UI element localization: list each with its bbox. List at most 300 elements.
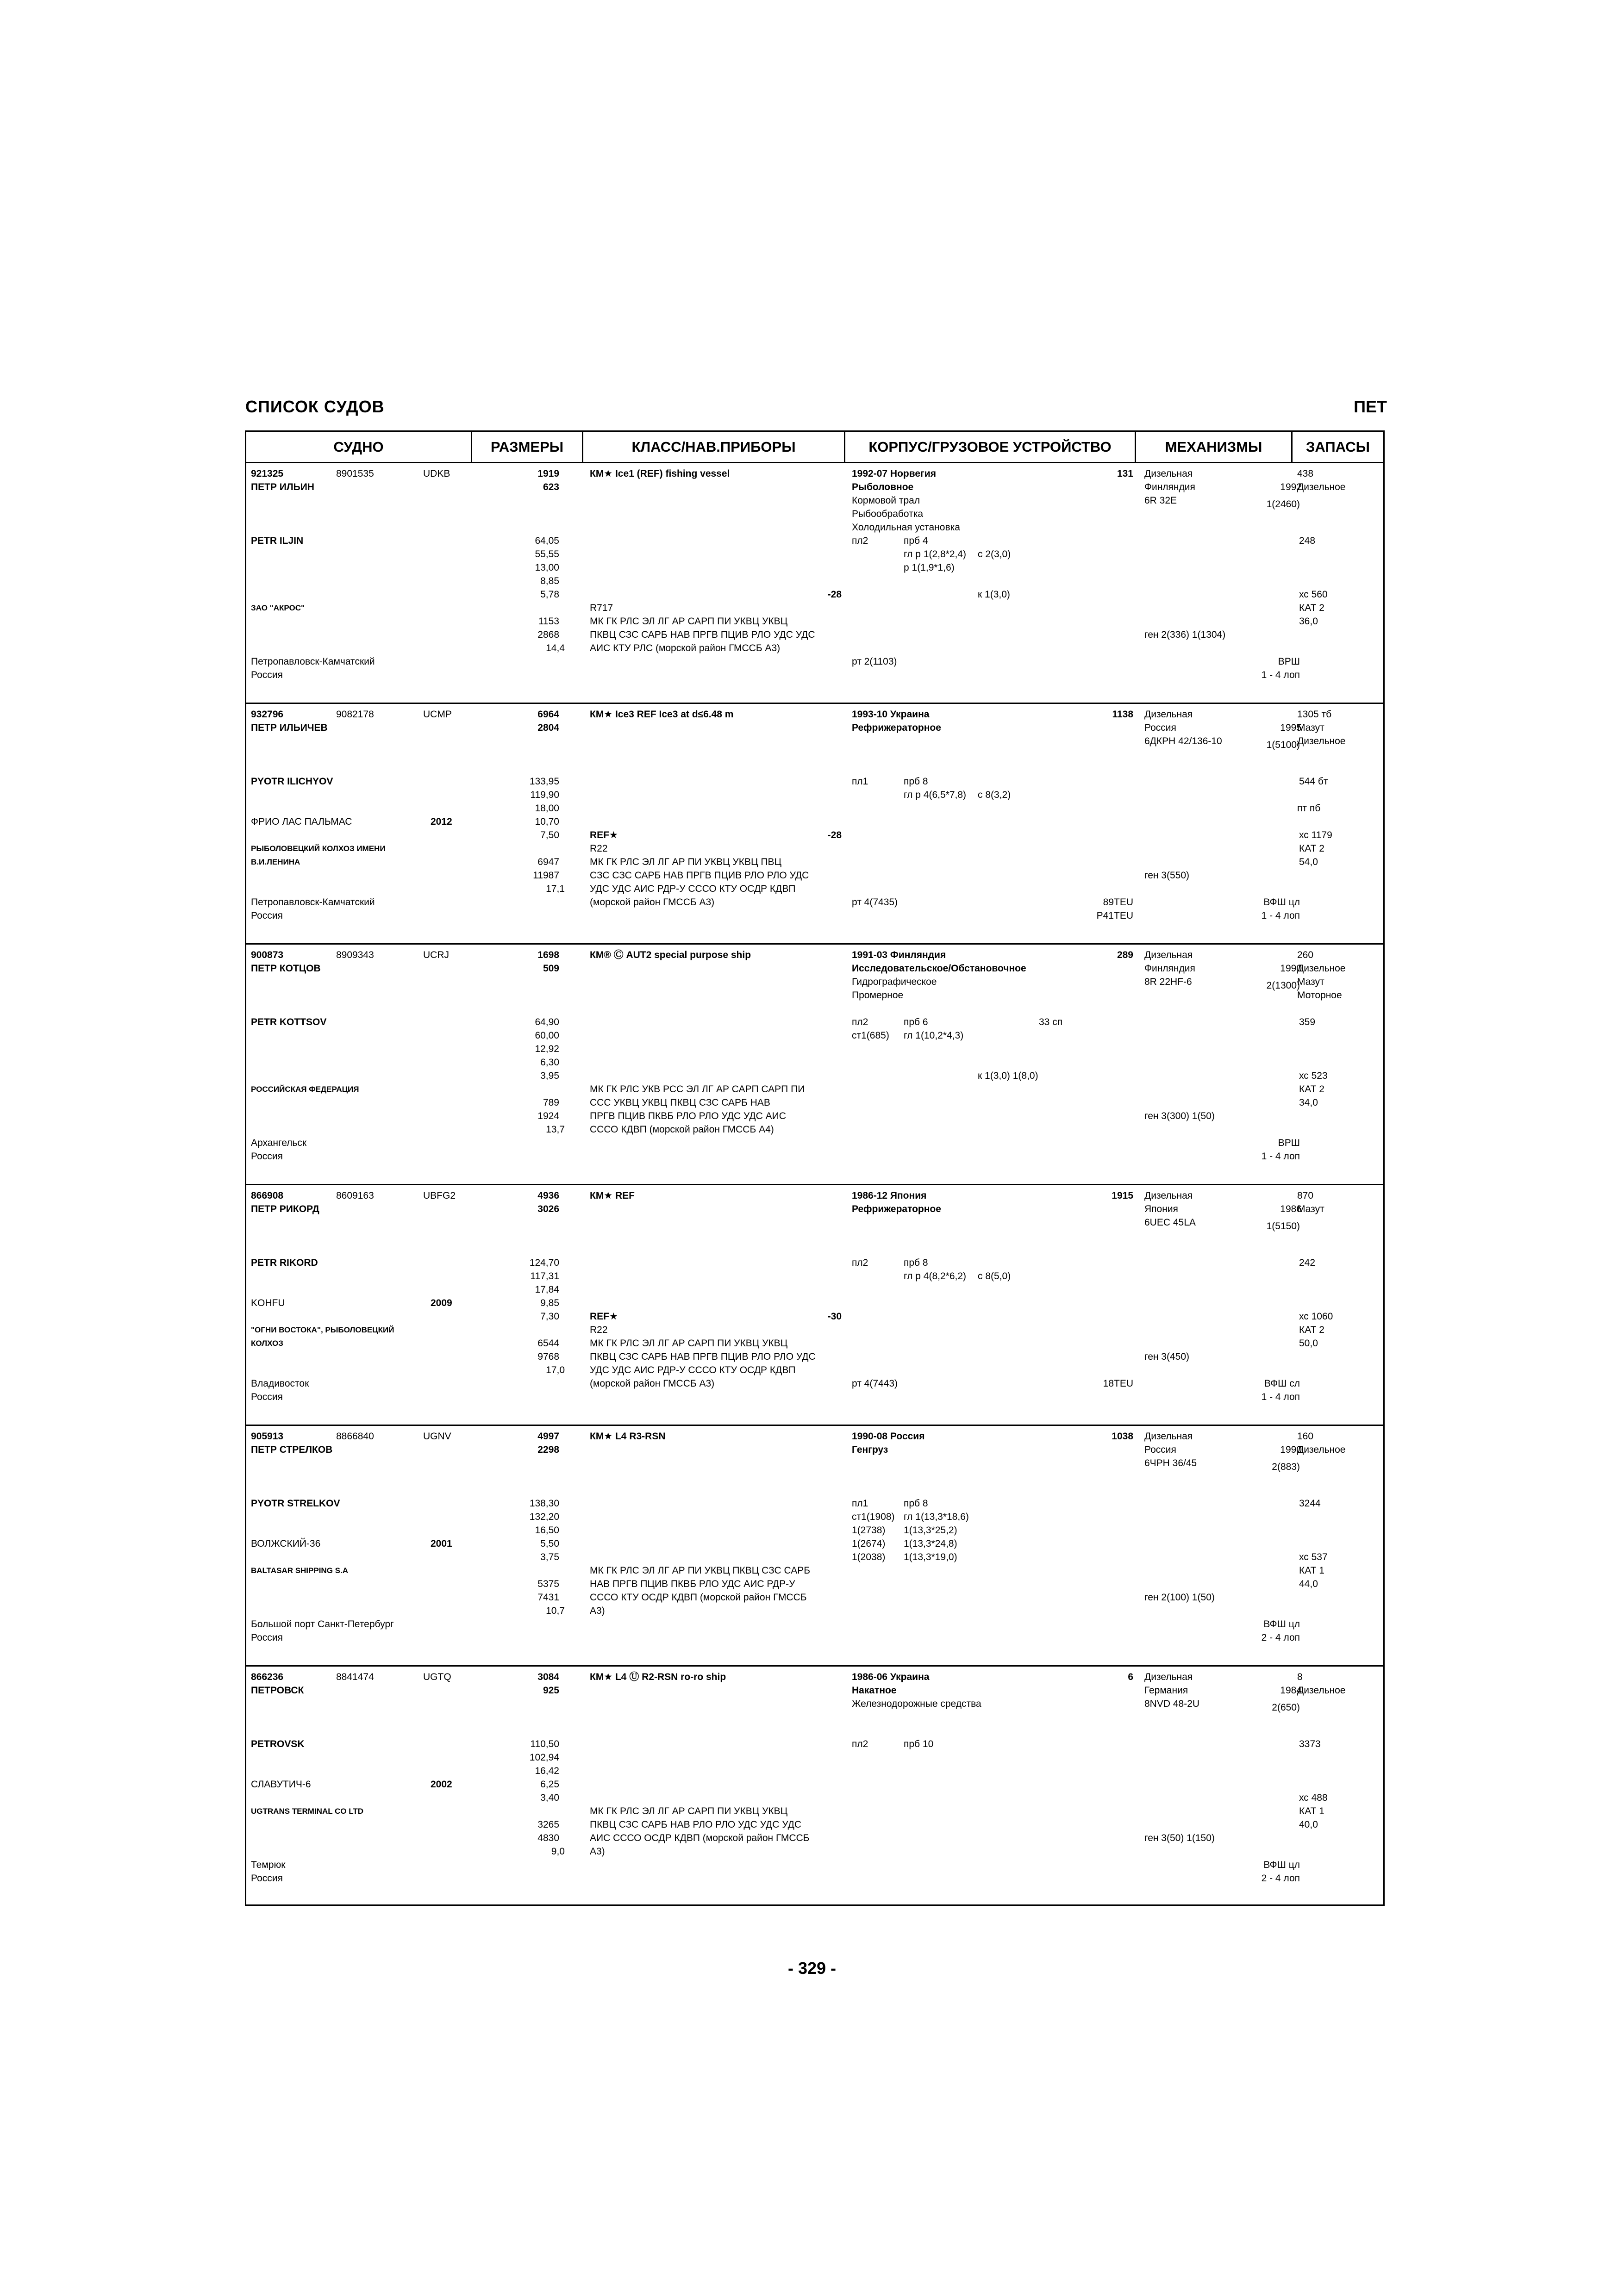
refrigeration: рт 4(7443) (852, 1378, 898, 1389)
engine-line: Дизельная (1144, 709, 1193, 720)
hull-detail: гл р 1(2,8*2,4) (904, 549, 967, 560)
ship-id: 900873 (251, 950, 284, 960)
dimension-value: 1153 (538, 616, 559, 627)
hull-type: Рефрижераторное (852, 722, 941, 733)
ship-owner: BALTASAR SHIPPING S.A (251, 1566, 348, 1575)
dimension-value: 132,20 (529, 1512, 559, 1522)
dimension-value: 6,25 (540, 1779, 559, 1790)
dimension-value: 13,7 (546, 1124, 565, 1135)
stores-line: хс 523 (1299, 1070, 1328, 1081)
fuel-line: 438 (1297, 468, 1314, 479)
engine-year: 1990 (1280, 1444, 1302, 1455)
propeller-blades: 2 - 4 лоп (1261, 1632, 1300, 1643)
class-notation: КМ★ L4 Ⓤ R2-RSN ro-ro ship (590, 1672, 726, 1682)
ship-name-latin: PETR RIKORD (251, 1257, 318, 1268)
dimension-value: 12,92 (535, 1044, 559, 1054)
nav-equipment-line: А3) (590, 1605, 605, 1616)
dimension-value: 1698 (537, 950, 559, 960)
fuel-line: 260 (1297, 950, 1314, 960)
engine-power: 1(5100) (1266, 740, 1300, 750)
home-port: Владивосток (251, 1378, 309, 1389)
dimension-value: 4936 (537, 1190, 559, 1201)
hull-detail: с 2(3,0) (978, 549, 1011, 560)
dimension-value: 509 (543, 963, 559, 974)
flag-country: Россия (251, 1873, 283, 1884)
dimension-value: 4997 (537, 1431, 559, 1442)
hull-detail: 33 сп (1039, 1017, 1063, 1027)
ship-callsign: UBFG2 (423, 1190, 456, 1201)
col-header-machinery: МЕХАНИЗМЫ (1136, 432, 1293, 463)
ship-name: ПЕТР КОТЦОВ (251, 963, 321, 974)
hull-yard-number: 1915 (1112, 1190, 1133, 1201)
nav-equipment-line: МК ГК РЛС ЭЛ ЛГ АР ПИ УКВЦ ПКВЦ СЗС САРБ (590, 1565, 811, 1576)
hull-build: 1992-07 Норвегия (852, 468, 936, 479)
nav-equipment-line: ПКВЦ СЗС САРБ НАВ РЛО РЛО УДС УДС УДС (590, 1819, 802, 1830)
engine-line: Дизельная (1144, 468, 1193, 479)
ship-entry (246, 1426, 1383, 1667)
class-notation: КМ★ Ice1 (REF) fishing vessel (590, 468, 730, 479)
dimension-value: 119,90 (530, 790, 559, 800)
col-header-dimensions: РАЗМЕРЫ (472, 432, 583, 463)
fuel-line: Мазут (1297, 977, 1324, 987)
ship-name: ПЕТР ИЛЬИЧЕВ (251, 722, 328, 733)
ship-imo: 9082178 (336, 709, 374, 720)
class-notation: КМ★ Ice3 REF Ice3 at d≤6.48 m (590, 709, 734, 720)
ship-name: ПЕТР ИЛЬИН (251, 482, 314, 492)
engine-year: 1984 (1280, 1685, 1302, 1696)
hull-detail: гл р 4(8,2*6,2) (904, 1271, 967, 1282)
ship-callsign: UGNV (423, 1431, 451, 1442)
home-port: Петропавловск-Камчатский (251, 897, 375, 908)
hull-detail: с 8(5,0) (978, 1271, 1011, 1282)
dimension-value: 55,55 (535, 549, 559, 560)
page-number: - 329 - (787, 1959, 837, 1978)
dimension-value: 925 (543, 1685, 559, 1696)
dimension-value: 3026 (537, 1204, 559, 1214)
former-name: KOHFU (251, 1298, 285, 1308)
ship-owner: UGTRANS TERMINAL CO LTD (251, 1807, 364, 1816)
hull-build: 1990-08 Россия (852, 1431, 925, 1442)
stores-line: хс 1060 (1299, 1311, 1333, 1322)
propeller-blades: 2 - 4 лоп (1261, 1873, 1300, 1884)
ship-entry (246, 704, 1383, 945)
fuel-line: Мазут (1297, 722, 1324, 733)
list-title: СПИСОК СУДОВ (245, 397, 385, 416)
hull-detail: ст1(685) (852, 1030, 889, 1041)
container-capacity: 18TEU (1103, 1378, 1133, 1389)
nav-equipment-line: МК ГК РЛС ЭЛ ЛГ АР САРП ПИ УКВЦ УКВЦ (590, 1338, 788, 1349)
container-capacity-alt: P41TEU (1096, 910, 1133, 921)
generators: ген 3(550) (1144, 870, 1190, 881)
fuel-line: Дизельное (1297, 1685, 1346, 1696)
dimension-value: 17,0 (546, 1365, 565, 1375)
hull-build: 1991-03 Финляндия (852, 950, 946, 960)
dimension-value: 3,75 (540, 1552, 559, 1562)
engine-line: 6ЧРН 36/45 (1144, 1458, 1197, 1468)
former-year: 2002 (431, 1779, 452, 1790)
hull-detail: пл2 (852, 1739, 868, 1749)
stores-line: 50,0 (1299, 1338, 1318, 1349)
engine-power: 2(1300) (1266, 980, 1300, 991)
hull-line: Промерное (852, 990, 904, 1001)
stores-line: КАТ 1 (1299, 1565, 1324, 1576)
flag-country: Россия (251, 910, 283, 921)
dimension-value: 5,50 (540, 1538, 559, 1549)
hull-detail: пл2 (852, 535, 868, 546)
former-name: ФРИО ЛАС ПАЛЬМАС (251, 816, 352, 827)
stores-line: 40,0 (1299, 1819, 1318, 1830)
engine-line: 6R 32E (1144, 495, 1177, 506)
engine-year: 1995 (1280, 722, 1302, 733)
fuel-reserve: 248 (1299, 535, 1316, 546)
hull-line: Рыбообработка (852, 509, 924, 519)
nav-equipment-line: АИС КТУ РЛС (морской район ГМССБ А3) (590, 643, 781, 653)
fuel-reserve: 3373 (1299, 1739, 1321, 1749)
stores-line: КАТ 2 (1299, 603, 1324, 613)
stores-line: КАТ 2 (1299, 1084, 1324, 1095)
engine-line: 8R 22HF-6 (1144, 977, 1192, 987)
ship-name: ПЕТР РИКОРД (251, 1204, 319, 1214)
fuel-line: Дизельное (1297, 963, 1346, 974)
propeller: ВРШ (1278, 1138, 1300, 1148)
dimension-value: 1919 (537, 468, 559, 479)
ship-name-latin: PYOTR STRELKOV (251, 1498, 340, 1509)
dimension-value: 102,94 (529, 1752, 559, 1763)
nav-equipment-line: МК ГК РЛС ЭЛ ЛГ АР ПИ УКВЦ УКВЦ ПВЦ (590, 857, 782, 867)
class-extra-value: -28 (827, 589, 842, 600)
hull-type: Рыболовное (852, 482, 914, 492)
generators: ген 3(300) 1(50) (1144, 1111, 1215, 1121)
nav-equipment-line: ПРГВ ПЦИВ ПКВБ РЛО РЛО УДС УДС АИС (590, 1111, 786, 1121)
stores-line: КАТ 1 (1299, 1806, 1324, 1817)
nav-equipment-line: НАВ ПРГВ ПЦИВ ПКВБ РЛО УДС АИС РДР-У (590, 1579, 795, 1589)
dimension-value: 7,30 (540, 1311, 559, 1322)
hull-detail: прб 8 (904, 1257, 928, 1268)
hull-detail: прб 8 (904, 1498, 928, 1509)
engine-year: 1986 (1280, 1204, 1302, 1214)
engine-line: 6UEC 45LA (1144, 1217, 1196, 1228)
refrigeration: рт 4(7435) (852, 897, 898, 908)
nav-equipment-line: ПКВЦ СЗС САРБ НАВ ПРГВ ПЦИВ РЛО РЛО УДС (590, 1351, 816, 1362)
stores-line: 54,0 (1299, 857, 1318, 867)
engine-line: Германия (1144, 1685, 1188, 1696)
hull-detail: 1(2738) (852, 1525, 886, 1536)
hull-detail: р 1(1,9*1,6) (904, 562, 955, 573)
stores-line: КАТ 2 (1299, 1325, 1324, 1335)
hull-line: Гидрографическое (852, 977, 937, 987)
hull-detail: гл р 4(6,5*7,8) (904, 790, 967, 800)
dimension-value: 13,00 (535, 562, 559, 573)
hull-type: Накатное (852, 1685, 897, 1696)
ships-table (245, 430, 1385, 1906)
fuel-line: Дизельное (1297, 482, 1346, 492)
nav-equipment-line: АИС СССО ОСДР КДВП (морской район ГМССБ (590, 1833, 810, 1843)
dimension-value: 10,70 (535, 816, 559, 827)
stores-line: 36,0 (1299, 616, 1318, 627)
dimension-value: 7,50 (540, 830, 559, 840)
class-notation: КМ® Ⓒ AUT2 special purpose ship (590, 950, 751, 960)
stores-line: хс 560 (1299, 589, 1328, 600)
hull-line: Кормовой трал (852, 495, 920, 506)
class-extra: REF★ (590, 1311, 618, 1322)
hull-build: 1986-06 Украина (852, 1672, 930, 1682)
stores-line: хс 488 (1299, 1792, 1328, 1803)
ship-imo: 8866840 (336, 1431, 374, 1442)
dimension-value: 2868 (537, 629, 559, 640)
hull-line: Железнодорожные средства (852, 1699, 981, 1709)
ship-imo: 8609163 (336, 1190, 374, 1201)
nav-equipment-line: (морской район ГМССБ А3) (590, 897, 715, 908)
home-port: Большой порт Санкт-Петербург (251, 1619, 394, 1630)
dimension-value: 1924 (537, 1111, 559, 1121)
dimension-value: 2804 (537, 722, 559, 733)
hull-yard-number: 131 (1117, 468, 1133, 479)
dimension-value: 6964 (537, 709, 559, 720)
dimension-value: 6,30 (540, 1057, 559, 1068)
class-code: R717 (590, 603, 613, 613)
ship-callsign: UCMP (423, 709, 452, 720)
engine-line: Дизельная (1144, 1672, 1193, 1682)
hull-detail: гл 1(10,2*4,3) (904, 1030, 964, 1041)
hull-detail: 1(2674) (852, 1538, 886, 1549)
engine-line: Дизельная (1144, 1190, 1193, 1201)
generators: ген 3(450) (1144, 1351, 1190, 1362)
dimension-value: 16,42 (535, 1766, 559, 1776)
propeller-blades: 1 - 4 лоп (1261, 910, 1300, 921)
flag-country: Россия (251, 1392, 283, 1402)
section-letters: ПЕТ (1354, 397, 1387, 416)
hull-detail: прб 4 (904, 535, 928, 546)
dimension-value: 124,70 (529, 1257, 559, 1268)
dimension-value: 4830 (537, 1833, 559, 1843)
engine-line: Дизельная (1144, 1431, 1193, 1442)
fuel-reserve: 242 (1299, 1257, 1316, 1268)
dimension-value: 117,31 (530, 1271, 559, 1282)
ship-entry (246, 945, 1383, 1185)
dimension-value: 623 (543, 482, 559, 492)
dimension-value: 5,78 (540, 589, 559, 600)
nav-equipment-line: СССО КТУ ОСДР КДВП (морской район ГМССБ (590, 1592, 807, 1603)
ship-entry (246, 1185, 1383, 1426)
stores-line: КАТ 2 (1299, 843, 1324, 854)
nav-equipment-line: СЗС СЗС САРБ НАВ ПРГВ ПЦИВ РЛО РЛО УДС (590, 870, 809, 881)
stores-line: хс 1179 (1299, 830, 1332, 840)
class-notation: КМ★ REF (590, 1190, 635, 1201)
refrigeration: рт 2(1103) (852, 656, 897, 667)
engine-power: 1(5150) (1266, 1221, 1300, 1232)
engine-year: 1992 (1280, 482, 1302, 492)
fuel-reserve: 544 бт (1299, 776, 1328, 787)
dimension-value: 16,50 (535, 1525, 559, 1536)
fuel-reserve: 3244 (1299, 1498, 1321, 1509)
propeller: ВФШ цл (1263, 897, 1300, 908)
hull-detail: 1(2038) (852, 1552, 886, 1562)
dimension-value: 3,95 (540, 1070, 559, 1081)
nav-equipment-line: МК ГК РЛС УКВ РСС ЭЛ ЛГ АР САРП САРП ПИ (590, 1084, 805, 1095)
ship-entry (246, 463, 1383, 704)
hull-detail: 1(13,3*19,0) (904, 1552, 957, 1562)
hull-type: Исследовательское/Обстановочное (852, 963, 1026, 974)
dimension-value: 789 (543, 1097, 559, 1108)
ship-callsign: UCRJ (423, 950, 449, 960)
dimension-value: 64,90 (535, 1017, 559, 1027)
hull-yard-number: 289 (1117, 950, 1133, 960)
propeller: ВФШ сл (1264, 1378, 1300, 1389)
class-code: R22 (590, 1325, 608, 1335)
hull-detail: к 1(3,0) (978, 589, 1010, 600)
dimension-value: 5375 (537, 1579, 559, 1589)
ship-id: 905913 (251, 1431, 284, 1442)
hull-yard-number: 6 (1128, 1672, 1133, 1682)
dimension-value: 8,85 (540, 576, 559, 586)
ship-name-latin: PETR ILJIN (251, 535, 304, 546)
hull-detail: пл1 (852, 1498, 868, 1509)
dimension-value: 10,7 (546, 1605, 565, 1616)
ship-id: 866908 (251, 1190, 284, 1201)
ship-owner: РЫБОЛОВЕЦКИЙ КОЛХОЗ ИМЕНИ В.И.ЛЕНИНА (251, 844, 386, 866)
flag-country: Россия (251, 670, 283, 680)
ship-name-latin: PETR KOTTSOV (251, 1017, 327, 1027)
home-port: Темрюк (251, 1860, 286, 1870)
col-header-hull: КОРПУС/ГРУЗОВОЕ УСТРОЙСТВО (845, 432, 1136, 463)
col-header-class: КЛАСС/НАВ.ПРИБОРЫ (583, 432, 845, 463)
dimension-value: 11987 (533, 870, 559, 881)
flag-country: Россия (251, 1151, 283, 1162)
dimension-value: 14,4 (546, 643, 565, 653)
propeller-blades: 1 - 4 лоп (1261, 1151, 1300, 1162)
ship-callsign: UGTQ (423, 1672, 451, 1682)
class-code: R22 (590, 843, 608, 854)
stores-line: хс 537 (1299, 1552, 1328, 1562)
ship-owner: РОССИЙСКАЯ ФЕДЕРАЦИЯ (251, 1085, 359, 1094)
container-capacity: 89TEU (1103, 897, 1133, 908)
engine-line: Финляндия (1144, 963, 1195, 974)
dimension-value: 110,50 (530, 1739, 559, 1749)
ship-owner: "ОГНИ ВОСТОКА", РЫБОЛОВЕЦКИЙ КОЛХОЗ (251, 1325, 394, 1348)
dimension-value: 64,05 (535, 535, 559, 546)
propeller-blades: 1 - 4 лоп (1261, 1392, 1300, 1402)
fuel-line: 1305 тб (1297, 709, 1332, 720)
dimension-value: 9768 (537, 1351, 559, 1362)
fuel-line: 160 (1297, 1431, 1314, 1442)
ship-name: ПЕТРОВСК (251, 1685, 304, 1696)
ship-id: 921325 (251, 468, 284, 479)
nav-equipment-line: УДС УДС АИС РДР-У СССО КТУ ОСДР КДВП (590, 1365, 796, 1375)
engine-line: 6ДКРН 42/136-10 (1144, 736, 1222, 747)
dimension-value: 17,1 (546, 884, 565, 894)
hull-build: 1986-12 Япония (852, 1190, 927, 1201)
fuel-line: Мазут (1297, 1204, 1324, 1214)
fuel-line: Дизельное (1297, 736, 1346, 747)
engine-line: Япония (1144, 1204, 1178, 1214)
engine-power: 2(883) (1272, 1462, 1300, 1472)
hull-detail: гл 1(13,3*18,6) (904, 1512, 969, 1522)
dimension-value: 3084 (537, 1672, 559, 1682)
nav-equipment-line: (морской район ГМССБ А3) (590, 1378, 715, 1389)
home-port: Архангельск (251, 1138, 307, 1148)
hull-detail: к 1(3,0) 1(8,0) (978, 1070, 1038, 1081)
propeller-blades: 1 - 4 лоп (1261, 670, 1300, 680)
hull-yard-number: 1138 (1112, 709, 1133, 720)
ship-imo: 8909343 (336, 950, 374, 960)
engine-power: 2(650) (1272, 1702, 1300, 1713)
nav-equipment-line: МК ГК РЛС ЭЛ ЛГ АР САРП ПИ УКВЦ УКВЦ (590, 616, 788, 627)
class-extra-value: -28 (827, 830, 842, 840)
hull-detail: пл1 (852, 776, 868, 787)
nav-equipment-line: А3) (590, 1846, 605, 1857)
former-year: 2009 (431, 1298, 452, 1308)
propeller: ВФШ цл (1263, 1860, 1300, 1870)
ship-callsign: UDKB (423, 468, 450, 479)
former-year: 2012 (431, 816, 452, 827)
hull-detail: прб 6 (904, 1017, 928, 1027)
col-header-stores: ЗАПАСЫ (1293, 432, 1383, 463)
dimension-value: 17,84 (535, 1284, 559, 1295)
generators: ген 3(50) 1(150) (1144, 1833, 1215, 1843)
former-year: 2001 (431, 1538, 452, 1549)
dimension-value: 9,85 (540, 1298, 559, 1308)
engine-power: 1(2460) (1266, 499, 1300, 510)
fuel-reserve: 359 (1299, 1017, 1316, 1027)
hull-detail: пл2 (852, 1257, 868, 1268)
fuel-line: 8 (1297, 1672, 1303, 1682)
col-header-ship: СУДНО (246, 432, 472, 463)
generators: ген 2(100) 1(50) (1144, 1592, 1215, 1603)
home-port: Петропавловск-Камчатский (251, 656, 375, 667)
hull-detail: пл2 (852, 1017, 868, 1027)
generators: ген 2(336) 1(1304) (1144, 629, 1226, 640)
hull-detail: прб 8 (904, 776, 928, 787)
class-extra: REF★ (590, 830, 618, 840)
hull-build: 1993-10 Украина (852, 709, 930, 720)
stores-line: 34,0 (1299, 1097, 1318, 1108)
class-notation: КМ★ L4 R3-RSN (590, 1431, 666, 1442)
dimension-value: 6947 (537, 857, 559, 867)
ship-owner: ЗАО "АКРОС" (251, 604, 305, 612)
dimension-value: 18,00 (535, 803, 559, 814)
propeller: ВФШ цл (1263, 1619, 1300, 1630)
ship-name: ПЕТР СТРЕЛКОВ (251, 1444, 333, 1455)
fuel-line: Моторное (1297, 990, 1342, 1001)
ship-id: 866236 (251, 1672, 284, 1682)
ship-imo: 8841474 (336, 1672, 374, 1682)
flag-country: Россия (251, 1632, 283, 1643)
fuel-line: Дизельное (1297, 1444, 1346, 1455)
hull-detail: прб 10 (904, 1739, 934, 1749)
propeller: ВРШ (1278, 656, 1300, 667)
dimension-value: 9,0 (551, 1846, 565, 1857)
nav-equipment-line: МК ГК РЛС ЭЛ ЛГ АР САРП ПИ УКВЦ УКВЦ (590, 1806, 788, 1817)
nav-equipment-line: СССО КДВП (морской район ГМССБ А4) (590, 1124, 774, 1135)
ship-name-latin: PETROVSK (251, 1739, 305, 1749)
hull-type: Генгруз (852, 1444, 888, 1455)
nav-equipment-line: УДС УДС АИС РДР-У СССО КТУ ОСДР КДВП (590, 884, 796, 894)
dimension-value: 2298 (537, 1444, 559, 1455)
engine-line: Россия (1144, 1444, 1176, 1455)
ship-imo: 8901535 (336, 468, 374, 479)
stores-line: 44,0 (1299, 1579, 1318, 1589)
former-name: СЛАВУТИЧ-6 (251, 1779, 311, 1790)
nav-equipment-line: ПКВЦ СЗС САРБ НАВ ПРГВ ПЦИВ РЛО УДС УДС (590, 629, 815, 640)
dimension-value: 138,30 (529, 1498, 559, 1509)
class-extra-value: -30 (827, 1311, 842, 1322)
hull-detail: 1(13,3*25,2) (904, 1525, 957, 1536)
ship-name-latin: PYOTR ILICHYOV (251, 776, 333, 787)
engine-line: Финляндия (1144, 482, 1195, 492)
dimension-value: 3,40 (540, 1792, 559, 1803)
fuel-line: 870 (1297, 1190, 1314, 1201)
hull-detail: ст1(1908) (852, 1512, 895, 1522)
